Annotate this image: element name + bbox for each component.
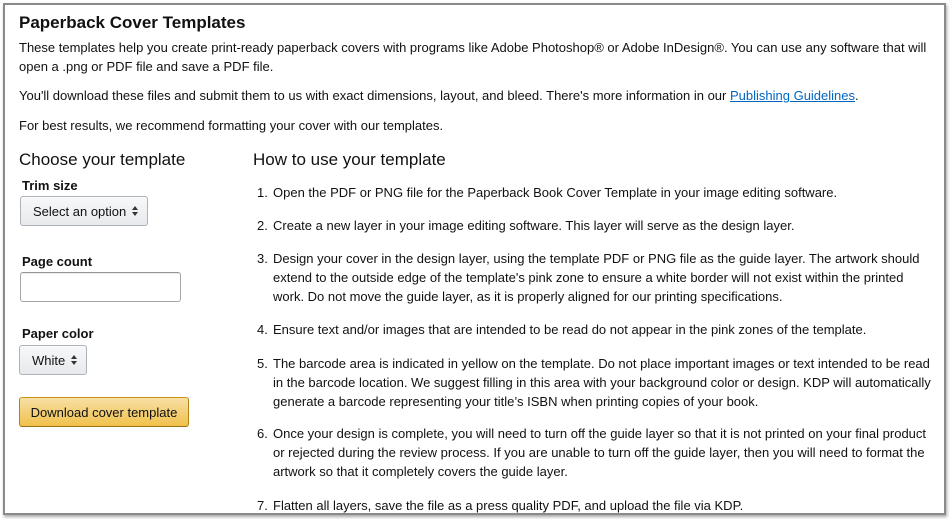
trim-size-value: Select an option	[33, 203, 127, 219]
page-count-input[interactable]	[20, 272, 181, 302]
list-item: 1. Open the PDF or PNG file for the Paperback Book Cover Template in your image editing software.	[257, 185, 838, 200]
paper-color-select[interactable]	[19, 345, 87, 375]
trim-size-select[interactable]	[20, 196, 148, 226]
intro-paragraph-3: For best results, we recommend formatting your cover with our templates.	[19, 118, 444, 133]
paper-color-label: Paper color	[22, 326, 94, 341]
intro-paragraph-2	[19, 87, 929, 106]
intro-text-end: .	[855, 88, 859, 103]
list-item: 6. Once your design is complete, you will need to turn off the guide layer so that it is not printed on your final product or rejected during the review process. If you are unable to turn off the guide layer, then you will need to format the artwork so that it completely covers the guide layer.	[257, 426, 927, 479]
page-count-label: Page count	[22, 254, 93, 269]
list-item: 2. Create a new layer in your image editing software. This layer will serve as the design layer.	[257, 218, 795, 233]
list-item: 4. Ensure text and/or images that are intended to be read do not appear in the pink zones of the template.	[257, 322, 867, 337]
intro-paragraph-1: These templates help you create print-ready paperback covers with programs like Adobe Photoshop® or Adobe InDesign®. You can use any software that will open a .png or PDF file and save a PDF file.	[19, 40, 927, 74]
download-cover-template-button[interactable]: Download cover template	[19, 397, 189, 427]
page-title: Paperback Cover Templates	[19, 13, 246, 32]
page-content	[19, 13, 939, 513]
publishing-guidelines-link[interactable]: Publishing Guidelines	[729, 88, 856, 103]
page-frame	[3, 3, 946, 515]
instructions-section	[253, 150, 933, 513]
list-item: 3. Design your cover in the design layer, using the template PDF or PNG file as the guide layer. The artwork should extend to the outside edge of the template's pink zone to ensure a white border will not exist within the printed work. Do not move the guide layer, as it is properly aligned for our printing specifications.	[257, 251, 920, 304]
trim-size-label: Trim size	[22, 178, 78, 193]
intro-text: You'll download these files and submit them to us with exact dimensions, layout, and bleed. There's more information in our	[19, 88, 730, 103]
updown-arrows-icon	[71, 354, 77, 366]
list-item: 7. Flatten all layers, save the file as a press quality PDF, and upload the file via KDP.	[257, 498, 744, 513]
updown-arrows-icon	[132, 205, 138, 217]
list-item: 5. The barcode area is indicated in yellow on the template. Do not place important images or text intended to be read in the barcode location. We suggest filling in this area with your background color or design. KDP will automatically generate a barcode representing your title’s ISBN when printing copies of your book.	[257, 356, 931, 409]
how-to-use-heading: How to use your template	[253, 150, 446, 169]
paper-color-value: White	[32, 352, 66, 368]
template-chooser	[19, 150, 239, 420]
choose-template-heading: Choose your template	[19, 150, 186, 169]
